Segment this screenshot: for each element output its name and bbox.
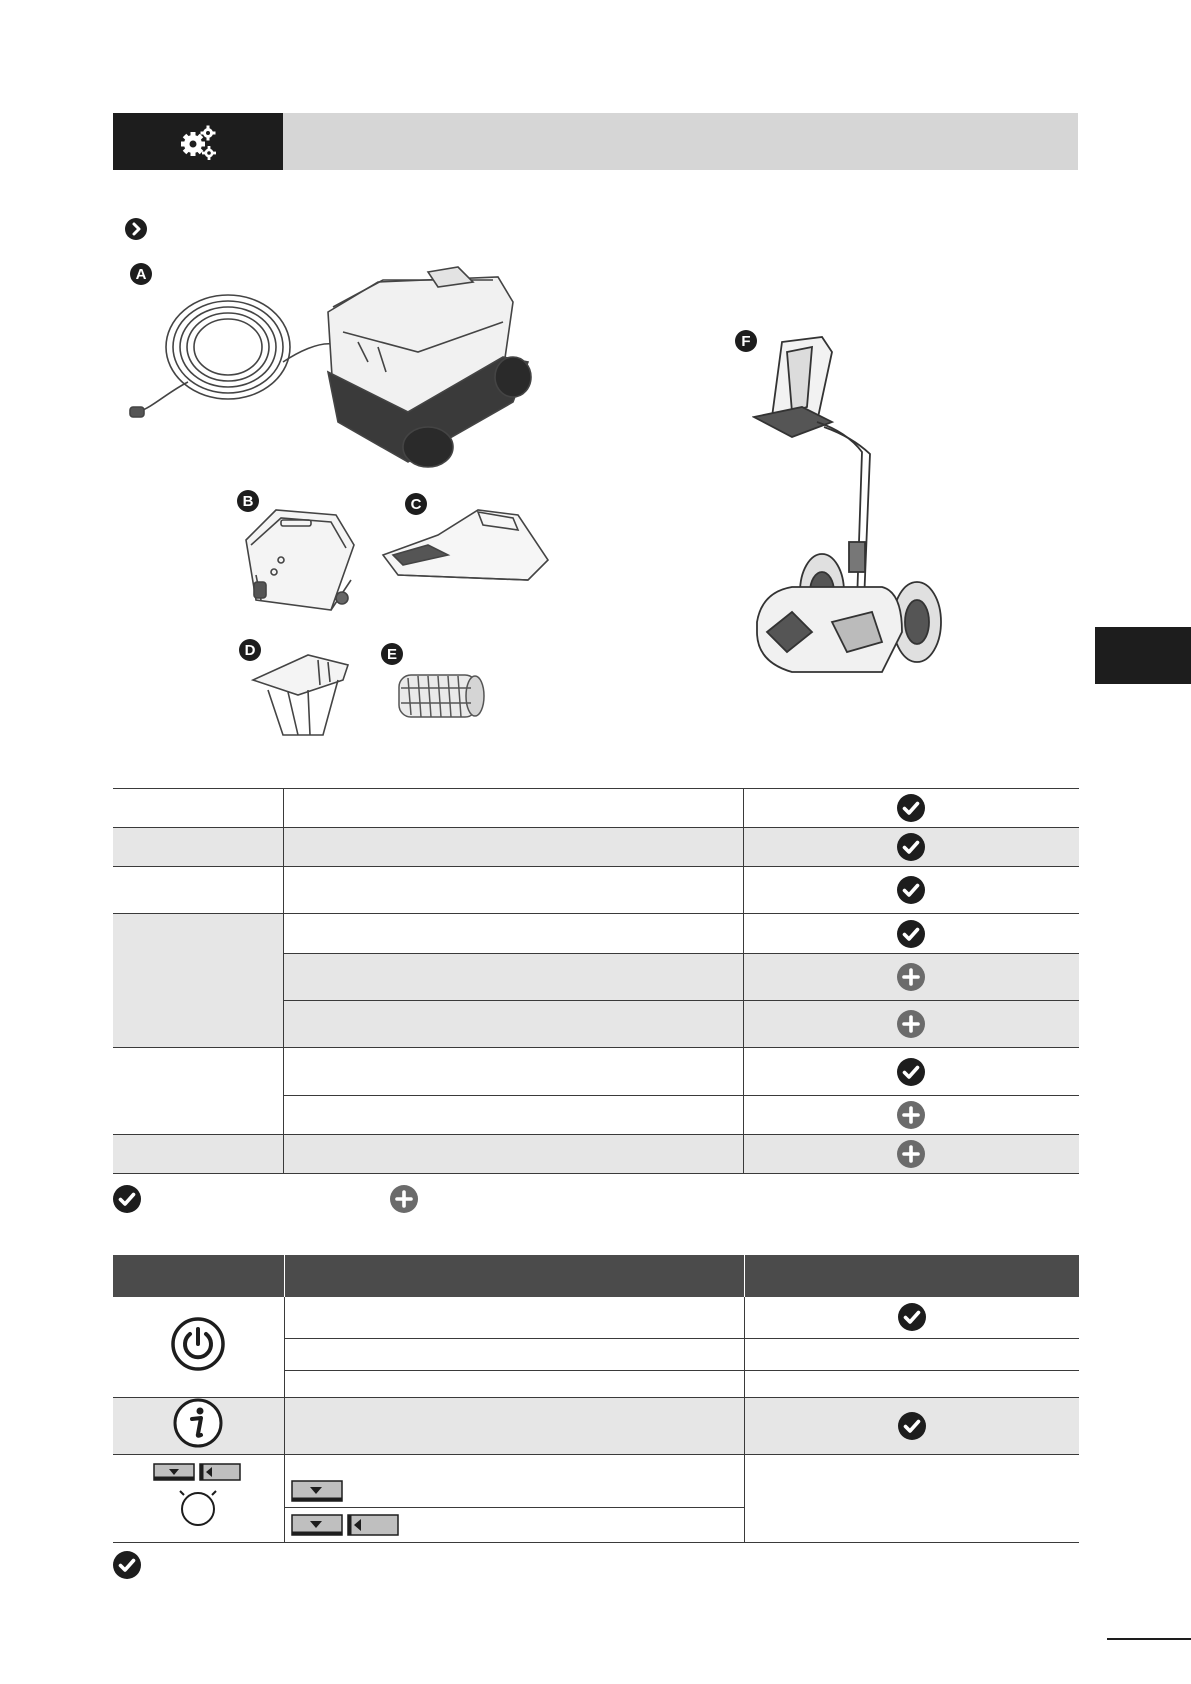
water-floor-icon: [291, 1479, 343, 1503]
table-cell: [113, 1297, 284, 1397]
status-cell: [744, 1297, 1079, 1338]
plus-circle-icon: [897, 1140, 925, 1168]
table-cell: [284, 1370, 744, 1397]
power-icon: [171, 1317, 225, 1371]
table-cell: [283, 914, 743, 954]
part-label-c: C: [405, 493, 427, 515]
control-box-stand-illustration: [378, 500, 550, 590]
gears-icon: [178, 122, 218, 162]
water-level-icon: [150, 1461, 246, 1531]
table-cell: [113, 1454, 284, 1542]
status-cell: [743, 914, 1079, 954]
trolley-illustration: [752, 332, 952, 688]
table-row: [113, 1048, 1079, 1096]
plus-circle-icon: [897, 1101, 925, 1129]
page-footer-rule: [1107, 1638, 1191, 1640]
features-table: [113, 1255, 1079, 1543]
table-cell: [113, 867, 283, 914]
contents-table: [113, 788, 1079, 1174]
table-row: [113, 828, 1079, 867]
side-language-tab: [1095, 627, 1191, 684]
table-cell: [283, 789, 743, 828]
table-row: [113, 867, 1079, 914]
table-cell: [113, 914, 283, 1048]
check-circle-icon: [897, 833, 925, 861]
table-header-row: [113, 1255, 1079, 1297]
filter-canister-illustration: [248, 650, 353, 740]
column-header: [284, 1255, 744, 1297]
info-icon: [173, 1398, 223, 1448]
table-cell: [283, 1096, 743, 1135]
table-cell: [284, 1297, 744, 1338]
status-cell: [743, 867, 1079, 914]
check-circle-icon: [898, 1412, 926, 1440]
table-cell: [283, 1001, 743, 1048]
table-cell: [113, 1135, 283, 1174]
check-circle-icon: [898, 1303, 926, 1331]
section-header-icon-block: [113, 113, 283, 170]
column-header: [744, 1255, 1079, 1297]
check-circle-icon: [113, 1551, 141, 1579]
table-cell: [284, 1454, 744, 1507]
status-cell: [744, 1454, 1079, 1542]
table-cell: [113, 789, 283, 828]
part-label-a: A: [130, 263, 152, 285]
table-cell: [284, 1338, 744, 1370]
water-floor-icon: [291, 1513, 343, 1537]
chevron-right-circle-icon: [124, 217, 148, 241]
column-header: [113, 1255, 284, 1297]
table-cell: [113, 1397, 284, 1454]
status-cell: [743, 789, 1079, 828]
check-circle-icon: [897, 920, 925, 948]
status-cell: [743, 828, 1079, 867]
table-cell: [283, 1135, 743, 1174]
section-header-band: [283, 113, 1078, 170]
table-row: [113, 1297, 1079, 1338]
table-row: [113, 1454, 1079, 1507]
status-cell: [744, 1370, 1079, 1397]
table-row: [113, 1397, 1079, 1454]
status-cell: [743, 1048, 1079, 1096]
brush-roller-illustration: [393, 663, 488, 728]
table-cell: [113, 828, 283, 867]
robot-cleaner-illustration: [128, 262, 538, 477]
table-cell: [283, 954, 743, 1001]
table-cell: [283, 1048, 743, 1096]
table-cell: [284, 1507, 744, 1542]
table-cell: [284, 1397, 744, 1454]
check-circle-icon: [897, 794, 925, 822]
table-row: [113, 789, 1079, 828]
plus-circle-icon: [897, 963, 925, 991]
status-cell: [744, 1338, 1079, 1370]
status-cell: [743, 1096, 1079, 1135]
table-cell: [283, 828, 743, 867]
table-row: [113, 914, 1079, 954]
plus-circle-icon: [897, 1010, 925, 1038]
plus-circle-icon: [390, 1185, 418, 1213]
status-cell: [743, 1001, 1079, 1048]
check-circle-icon: [113, 1185, 141, 1213]
table-row: [113, 1135, 1079, 1174]
part-label-f: F: [735, 330, 757, 352]
part-label-b: B: [237, 490, 259, 512]
check-circle-icon: [897, 1058, 925, 1086]
table-cell: [283, 867, 743, 914]
status-cell: [743, 954, 1079, 1001]
water-wall-icon: [347, 1513, 399, 1537]
part-label-d: D: [239, 639, 261, 661]
check-circle-icon: [897, 876, 925, 904]
control-box-illustration: [236, 500, 360, 620]
status-cell: [744, 1397, 1079, 1454]
table-cell: [113, 1048, 283, 1135]
status-cell: [743, 1135, 1079, 1174]
part-label-e: E: [381, 643, 403, 665]
